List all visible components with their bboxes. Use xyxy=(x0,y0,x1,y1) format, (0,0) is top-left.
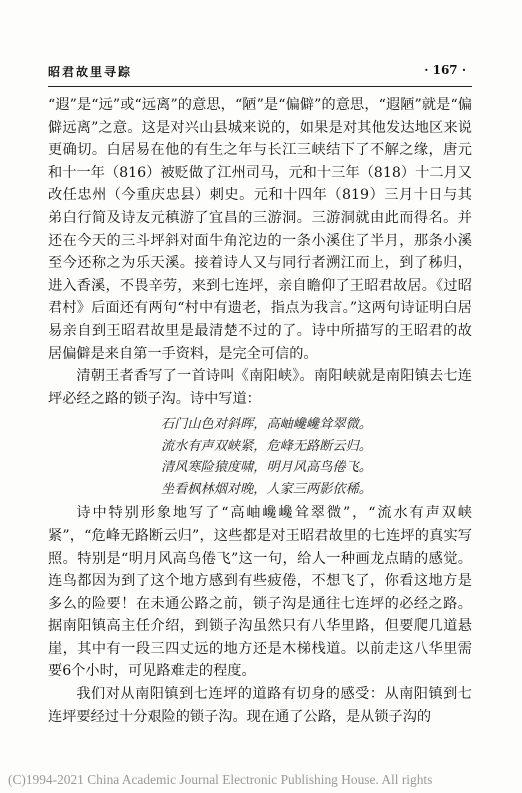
header-rule xyxy=(48,86,472,87)
article-body xyxy=(48,94,472,728)
paragraph-2: 清朝王者香写了一首诗叫《南阳峡》。南阳峡就是南阳镇去七连坪必经之路的锁子沟。诗中写道： xyxy=(48,368,472,407)
poem-line-1: 石门山色对斜晖，高岫巉巉耸翠微。 xyxy=(161,417,372,433)
poem-line-2: 流水有声双峡紧，危峰无路断云归。 xyxy=(161,438,372,454)
poem-line-3: 清风寒险猿度啸，明月风高鸟倦飞。 xyxy=(161,460,372,476)
poem-line-4: 坐看枫林烟对晚，人家三两影依稀。 xyxy=(161,481,372,497)
paragraph-3: 诗中特别形象地写了“高岫巉巉耸翠微”，“流水有声双峡紧”，“危峰无路断云归”，这些都是对王昭君故里的七连坪的真实写照。特别是“明月风高鸟倦飞”这一句，给人一种画龙点睛的感觉。连鸟都因为到了这个地方感到有些疲倦，不想飞了，你看这地方是多么的险要！在未通公路之前，锁子沟是通往七连坪的必经之路。据南阳镇高主任介绍，到锁子沟虽然只有八华里路，但要爬几道悬崖，其中有一段三四丈远的地方还是木梯栈道。以前走这八华里需要6个小时，可见路难走的程度。 xyxy=(48,505,472,680)
running-header xyxy=(48,63,468,83)
paragraph-4: 我们对从南阳镇到七连坪的道路有切身的感受：从南阳镇到七连坪要经过十分艰险的锁子沟。现在通了公路，是从锁子沟的 xyxy=(48,686,472,725)
copyright-watermark: (C)1994-2021 China Academic Journal Electronic Publishing House. All rights xyxy=(8,772,433,787)
header-title: 昭君故里寻踪 xyxy=(48,65,133,79)
poem-block xyxy=(161,414,472,500)
page-number: · 167 · xyxy=(424,63,466,77)
paragraph-1: “遐”是“远”或“远离”的意思，“陋”是“偏僻”的意思，“遐陋”就是“偏僻远离”之意。这是对兴山县城来说的，如果是对其他发达地区来说更确切。白居易在他的有生之年与长江三峡结下了不解之缘，唐元和十一年（816）被贬做了江州司马，元和十三年（818）十二月又改任忠州（今重庆忠县）刺史。元和十四年（819）三月十日与其弟白行简及诗友元稹游了宜昌的三游洞。三游洞就由此而得名。并还在今天的三斗坪斜对面牛角沱边的一条小溪住了半月，那条小溪至今还称之为乐天溪。接着诗人又与同行者溯江而上，到了秭归，进入香溪，不畏辛劳，来到七连坪，亲自瞻仰了王昭君故居。《过昭君村》后面还有两句“村中有遗老，指点为我言。”这两句诗证明白居易亲自到王昭君故里是最清楚不过的了。诗中所描写的王昭君的故居偏僻是来自第一手资料，是完全可信的。 xyxy=(48,97,472,362)
